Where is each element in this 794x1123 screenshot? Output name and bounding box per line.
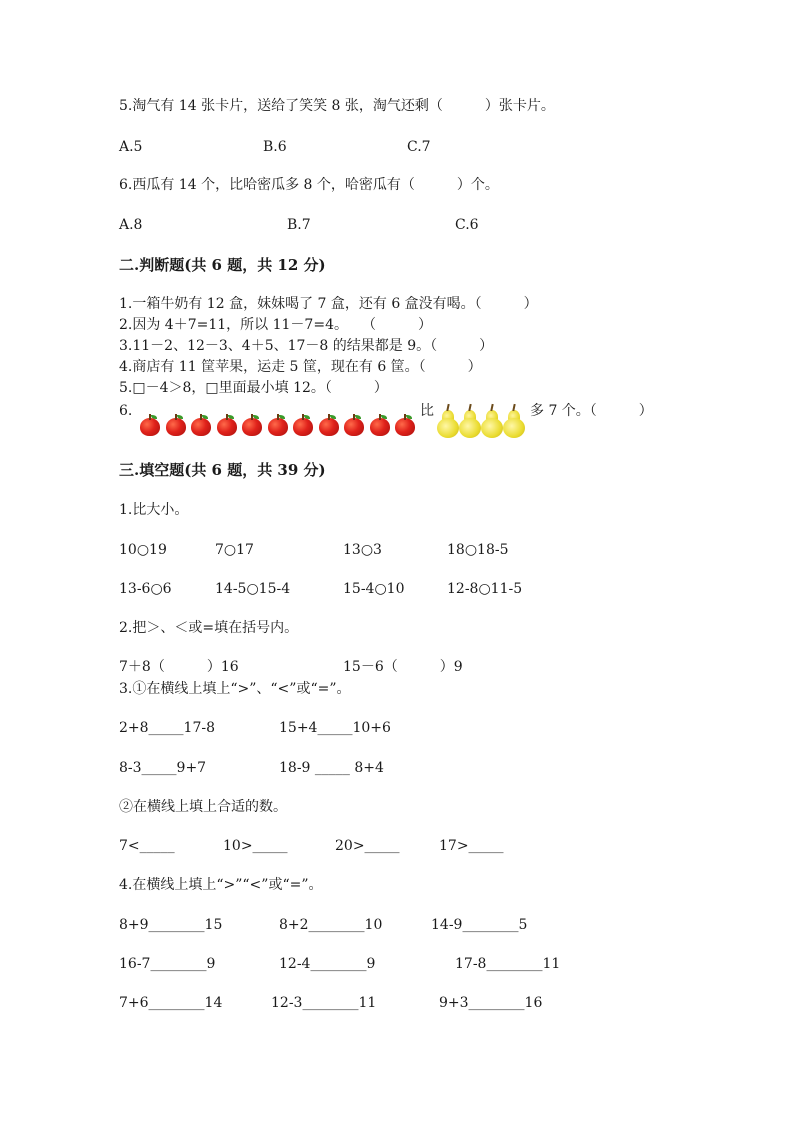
apple-icon bbox=[318, 414, 340, 436]
section3-title: 三.填空题(共 6 题，共 39 分) bbox=[119, 461, 326, 479]
blank-cell: 12-4________9 bbox=[279, 956, 376, 972]
judge-item-2: 2.因为 4＋7=11，所以 11－7=4。 （ ） bbox=[119, 317, 432, 333]
compare-cell: 13○3 bbox=[343, 542, 382, 558]
judge-item-4: 4.商店有 11 筐苹果，运走 5 筐，现在有 6 筐。（ ） bbox=[119, 359, 482, 375]
blank-cell: 14-9________5 bbox=[431, 917, 528, 933]
q6-option-c[interactable]: C.6 bbox=[455, 217, 479, 233]
q5-option-b[interactable]: B.6 bbox=[263, 139, 287, 155]
q6-stem: 6.西瓜有 14 个，比哈密瓜多 8 个，哈密瓜有（ ）个。 bbox=[119, 177, 499, 193]
apple-icon bbox=[369, 414, 391, 436]
apple-icon bbox=[343, 414, 365, 436]
q6-option-b[interactable]: B.7 bbox=[287, 217, 311, 233]
blank-cell: 8+2________10 bbox=[279, 917, 383, 933]
apple-icon bbox=[267, 414, 289, 436]
compare-cell: 12-8○11-5 bbox=[447, 581, 523, 597]
apple-icon bbox=[190, 414, 212, 436]
apple-icon bbox=[139, 414, 161, 436]
apple-icon bbox=[241, 414, 263, 436]
judge-item-5: 5.□－4＞8，□里面最小填 12。（ ） bbox=[119, 380, 388, 396]
fill-q2-b: 15－6（ ）9 bbox=[343, 659, 463, 675]
judge-item-3: 3.11－2、12－3、4＋5、17－8 的结果都是 9。（ ） bbox=[119, 338, 494, 354]
apple-icon bbox=[216, 414, 238, 436]
blank-cell: 8+9________15 bbox=[119, 917, 223, 933]
q6-option-a[interactable]: A.8 bbox=[119, 217, 143, 233]
pear-icon bbox=[481, 404, 503, 438]
judge-item-6-compare: 比 bbox=[420, 403, 434, 419]
fill-q2-a: 7＋8（ ）16 bbox=[119, 659, 239, 675]
section2-title: 二.判断题(共 6 题，共 12 分) bbox=[119, 256, 326, 274]
q5-option-a[interactable]: A.5 bbox=[119, 139, 143, 155]
blank-cell: 10>_____ bbox=[223, 838, 288, 854]
blank-cell: 20>_____ bbox=[335, 838, 400, 854]
pear-group bbox=[437, 404, 525, 438]
compare-cell: 15-4○10 bbox=[343, 581, 405, 597]
blank-cell: 15+4_____10+6 bbox=[279, 720, 391, 736]
fill-q3-stem: 3.①在横线上填上“>”、“<”或“=”。 bbox=[119, 681, 351, 697]
apple-icon bbox=[165, 414, 187, 436]
compare-cell: 14-5○15-4 bbox=[215, 581, 291, 597]
apple-icon bbox=[394, 414, 416, 436]
judge-item-6-tail: 多 7 个。（ ） bbox=[530, 403, 653, 419]
pear-icon bbox=[437, 404, 459, 438]
fill-q4-stem: 4.在横线上填上“>”“<”或“=”。 bbox=[119, 877, 323, 893]
blank-cell: 18-9 _____ 8+4 bbox=[279, 760, 384, 776]
blank-cell: 17-8________11 bbox=[455, 956, 561, 972]
apple-group bbox=[139, 414, 420, 436]
compare-cell: 18○18-5 bbox=[447, 542, 509, 558]
fill-q1-stem: 1.比大小。 bbox=[119, 502, 189, 518]
q5-stem: 5.淘气有 14 张卡片，送给了笑笑 8 张，淘气还剩（ ）张卡片。 bbox=[119, 98, 555, 114]
pear-icon bbox=[459, 404, 481, 438]
compare-cell: 13-6○6 bbox=[119, 581, 172, 597]
apple-icon bbox=[292, 414, 314, 436]
compare-cell: 10○19 bbox=[119, 542, 167, 558]
blank-cell: 2+8_____17-8 bbox=[119, 720, 215, 736]
blank-cell: 7+6________14 bbox=[119, 995, 223, 1011]
pear-icon bbox=[503, 404, 525, 438]
fill-q2-stem: 2.把＞、＜或=填在括号内。 bbox=[119, 620, 299, 636]
q5-option-c[interactable]: C.7 bbox=[407, 139, 431, 155]
judge-item-6-number: 6. bbox=[119, 403, 133, 419]
fill-q3-sub2: ②在横线上填上合适的数。 bbox=[119, 799, 287, 815]
blank-cell: 17>_____ bbox=[439, 838, 504, 854]
blank-cell: 9+3________16 bbox=[439, 995, 543, 1011]
blank-cell: 12-3________11 bbox=[271, 995, 377, 1011]
blank-cell: 8-3_____9+7 bbox=[119, 760, 207, 776]
blank-cell: 16-7________9 bbox=[119, 956, 216, 972]
compare-cell: 7○17 bbox=[215, 542, 254, 558]
blank-cell: 7<_____ bbox=[119, 838, 175, 854]
judge-item-1: 1.一箱牛奶有 12 盒，妹妹喝了 7 盒，还有 6 盒没有喝。（ ） bbox=[119, 296, 538, 312]
